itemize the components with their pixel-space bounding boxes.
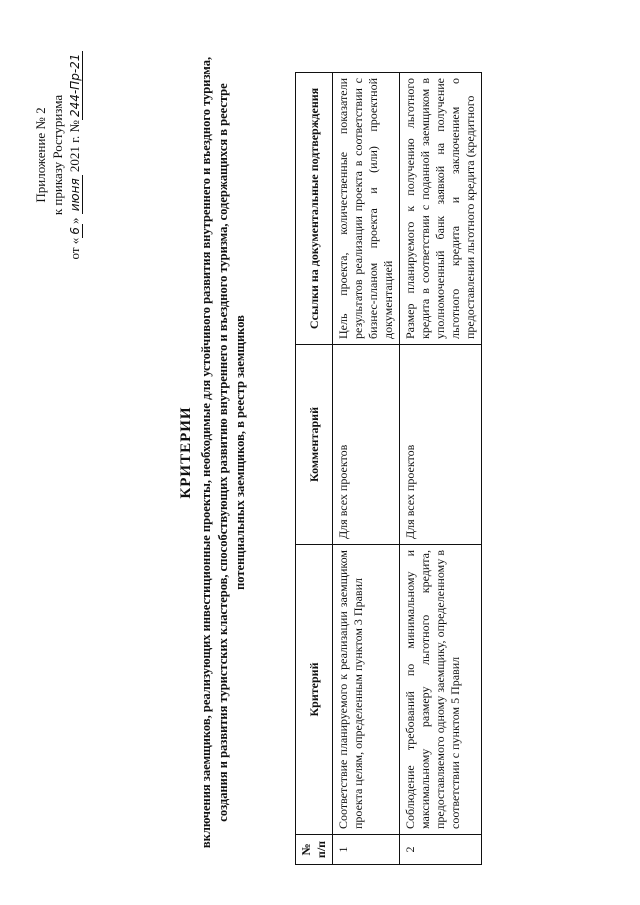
table-header-row bbox=[296, 73, 333, 865]
row-comment: Для всех проектов bbox=[333, 345, 400, 545]
row-criterion: Соответствие планируемого к реализации заемщиком проекта целям, определенным пунктом 3 Правил bbox=[333, 545, 400, 835]
header-references: Ссылки на документальные подтверждения bbox=[296, 73, 333, 345]
header-number: № п/п bbox=[296, 835, 333, 865]
row-reference: Размер планируемого к получению льготного кредита в соответствии с поданной заемщиком в уполномоченный банк заявкой на получение льготного кредита и заключением о предоставлении льготного кредита (кредитного bbox=[400, 73, 482, 345]
handwritten-order-number: 244-Пр-21 bbox=[68, 51, 83, 120]
handwritten-day: 6 bbox=[68, 224, 83, 238]
header-criterion: Критерий bbox=[296, 545, 333, 835]
appendix-date-line bbox=[66, 25, 84, 285]
row-number: 1 bbox=[333, 835, 400, 865]
header-comment: Комментарий bbox=[296, 345, 333, 545]
row-criterion: Соблюдение требований по минимальному и максимальному размеру льготного кредита, предоставляемого одному заемщику, определенному в соответствии с пунктом 5 Правил bbox=[400, 545, 482, 835]
row-number: 2 bbox=[400, 835, 482, 865]
row-comment: Для всех проектов bbox=[400, 345, 482, 545]
document-subtitle: включения заемщиков, реализующих инвестиционные проекты, необходимые для устойчивого развития внутреннего и въездного туризма, создания и развития туристских кластеров, способствующих развитию внутреннего и въездного туризма, содержащихся в реестре потенциальных заемщиков, в реестр заемщиков bbox=[199, 56, 247, 849]
row-reference: Цель проекта, количественные показатели результатов реализации проекта в соответствии с бизнес-планом проекта и (или) проектной документацией bbox=[333, 73, 400, 345]
criteria-table bbox=[295, 72, 482, 865]
date-mid: » bbox=[67, 217, 82, 225]
date-year: 2021 г. № bbox=[67, 120, 82, 173]
document-title: КРИТЕРИИ bbox=[178, 406, 194, 499]
table-row bbox=[333, 73, 400, 865]
appendix-title: Приложение № 2 bbox=[33, 107, 48, 203]
appendix-header bbox=[32, 25, 84, 285]
table-row bbox=[400, 73, 482, 865]
appendix-order-ref: к приказу Ростуризма bbox=[50, 94, 65, 216]
date-prefix: от « bbox=[67, 237, 82, 260]
title-block bbox=[178, 40, 249, 865]
handwritten-month: июня bbox=[68, 175, 83, 214]
